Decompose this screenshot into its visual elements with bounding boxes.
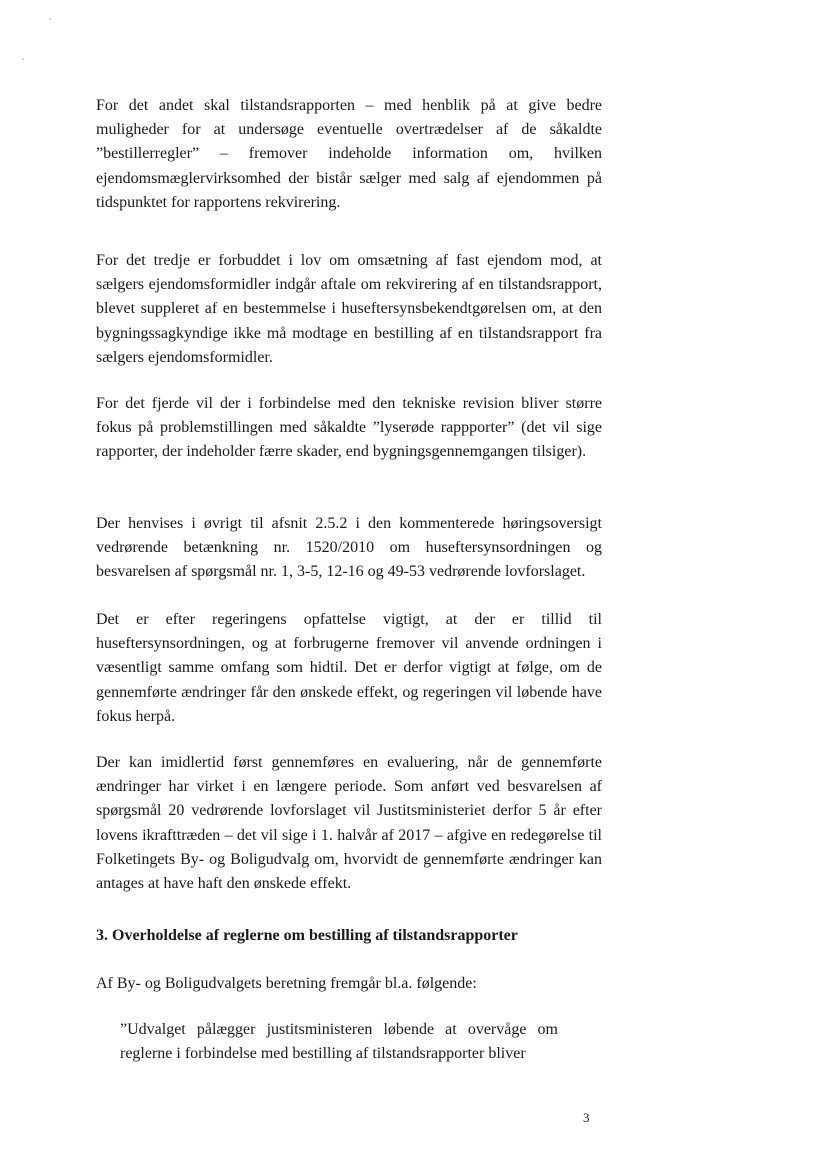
body-paragraph: For det andet skal tilstandsrapporten – med henblik på at give bedre muligheder for at undersøge eventuelle overtrædelser af de såkaldte ”bestillerregler” – fremover indeholde information om, hvilken ejendomsmæglervirksomhed der bistår sælger med salg af ejendommen på tidspunktet for rapportens rekvirering. bbox=[96, 97, 602, 211]
body-paragraph: Det er efter regeringens opfattelse vigtigt, at der er tillid til huseftersynsordningen, og at forbrugerne fremover vil anvende ordningen i væsentligt samme omfang som hidtil. Det er derfor vigtigt at følge, om de gennemførte ændringer får den ønskede effekt, og regeringen vil løbende have fokus herpå. bbox=[96, 611, 602, 725]
scan-speck bbox=[49, 18, 51, 20]
block-quote: ”Udvalget pålægger justitsministeren løbende at overvåge om reglerne i forbindelse med bestilling af tilstandsrapporter bliver bbox=[120, 1021, 558, 1063]
body-paragraph: For det fjerde vil der i forbindelse med den tekniske revision bliver større fokus på problemstillingen med såkaldte ”lyserøde rappporter” (det vil sige rapporter, der indeholder færre skader, end bygningsgennemgangen tilsiger). bbox=[96, 395, 602, 461]
body-paragraph: Der henvises i øvrigt til afsnit 2.5.2 i den kommenterede høringsoversigt vedrørende betænkning nr. 1520/2010 om huseftersynsordningen og besvarelsen af spørgsmål nr. 1, 3-5, 12-16 og 49-53 vedrørende lovforslaget. bbox=[96, 515, 602, 581]
body-paragraph: Der kan imidlertid først gennemføres en evaluering, når de gennemførte ændringer har virket i en længere periode. Som anført ved besvarelsen af spørgsmål 20 vedrørende lovforslaget vil Justitsministeriet derfor 5 år efter lovens ikrafttræden – det vil sige i 1. halvår af 2017 – afgive en redegørelse til Folketingets By- og Boligudvalg om, hvorvidt de gennemførte ændringer kan antages at have haft den ønskede effekt. bbox=[96, 754, 602, 893]
scan-speck bbox=[22, 58, 24, 60]
page-number: 3 bbox=[583, 1110, 590, 1125]
body-paragraph: For det tredje er forbuddet i lov om omsætning af fast ejendom mod, at sælgers ejendomsformidler indgår aftale om rekvirering af en tilstandsrapport, blevet suppleret af en bestemmelse i huseftersynsbekendtgørelsen om, at den bygningssagkyndige ikke må modtage en bestilling af en tilstandsrapport fra sælgers ejendomsformidler. bbox=[96, 252, 602, 366]
section-heading: 3. Overholdelse af reglerne om bestilling af tilstandsrapporter bbox=[96, 927, 518, 944]
intro-line: Af By- og Boligudvalgets beretning fremgår bl.a. følgende: bbox=[96, 975, 477, 992]
